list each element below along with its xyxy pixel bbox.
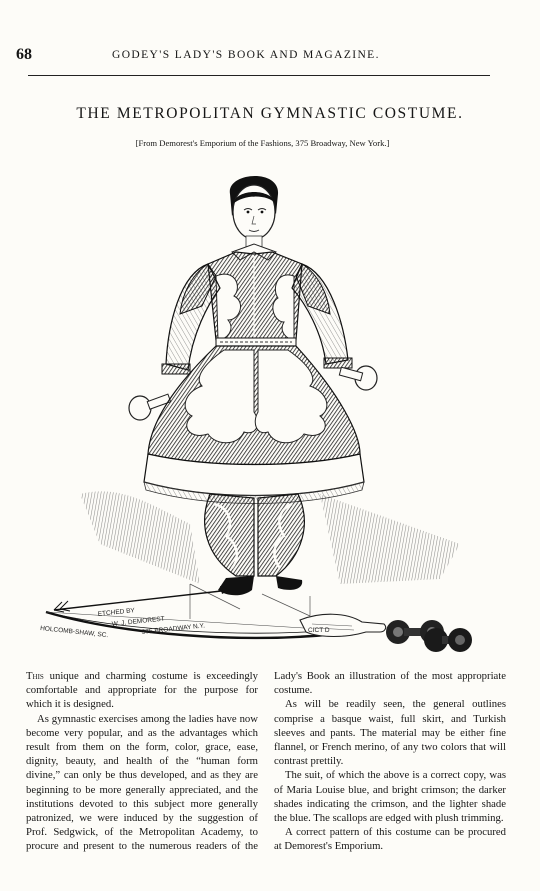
paragraph-1 (26, 669, 258, 712)
credit-engravers: HOLCOMB-SHAW, SC. (40, 625, 109, 640)
dumbbell-icon (386, 620, 472, 652)
page-header (16, 46, 490, 68)
paragraph-4: The suit, of which the above is a correct copy, was of Maria Louise blue, and bright crimson; the darker shades indicating the crimson, and the lighter shade the blue. The scallops are edged with plush trimming. (274, 769, 506, 825)
arrow-icon (54, 586, 230, 612)
article-body (26, 669, 506, 854)
page-number: 68 (16, 46, 32, 63)
credit-etched-by: ETCHED BY (97, 607, 136, 618)
source-line: [From Demorest's Emporium of the Fashions, 375 Broadway, New York.] (135, 138, 390, 148)
paragraph-3: As will be readily seen, the general outlines comprise a basque waist, full skirt, and Turkish sleeves and pants. The material may be either fine flannel, or French merino, of any two colors that will contrast prettily. (274, 698, 506, 768)
running-head: GODEY'S LADY'S BOOK AND MAGAZINE. (112, 49, 380, 61)
costume-engraving (40, 164, 480, 660)
paragraph-5: A correct pattern of this costume can be procured at Demorest's Emporium. (274, 826, 506, 853)
paragraph-1-opening-word: This (26, 670, 44, 682)
header-rule (28, 75, 490, 76)
paragraph-2: As gymnastic exercises among the ladies have now become very popular, and as the advantages which result from them on the form, color, grace, ease, dignity, beauty, and health of the “human form divine,” can only be thus developed, and as they are beginning to be more generally appreciated, and the institutions devoted to this subject more generally patronized, we were induced by the suggestion of Prof. Sedgwick, of the Metropolitan Academy, to procure and present to the numerous readers of the Lady's Book an illustration of the most appropriate costume. (26, 670, 506, 853)
credit-sketch: CICT D (308, 627, 330, 634)
article-title: THE METROPOLITAN GYMNASTIC COSTUME. (76, 105, 464, 122)
credit-demorest: W. J. DEMOREST (111, 615, 166, 628)
paragraph-1-text: unique and charming costume is exceedingly comfortable and appropriate for the purpose for which it is designed. (26, 670, 258, 711)
credit-address: 375 BROADWAY N.Y. (141, 622, 206, 636)
